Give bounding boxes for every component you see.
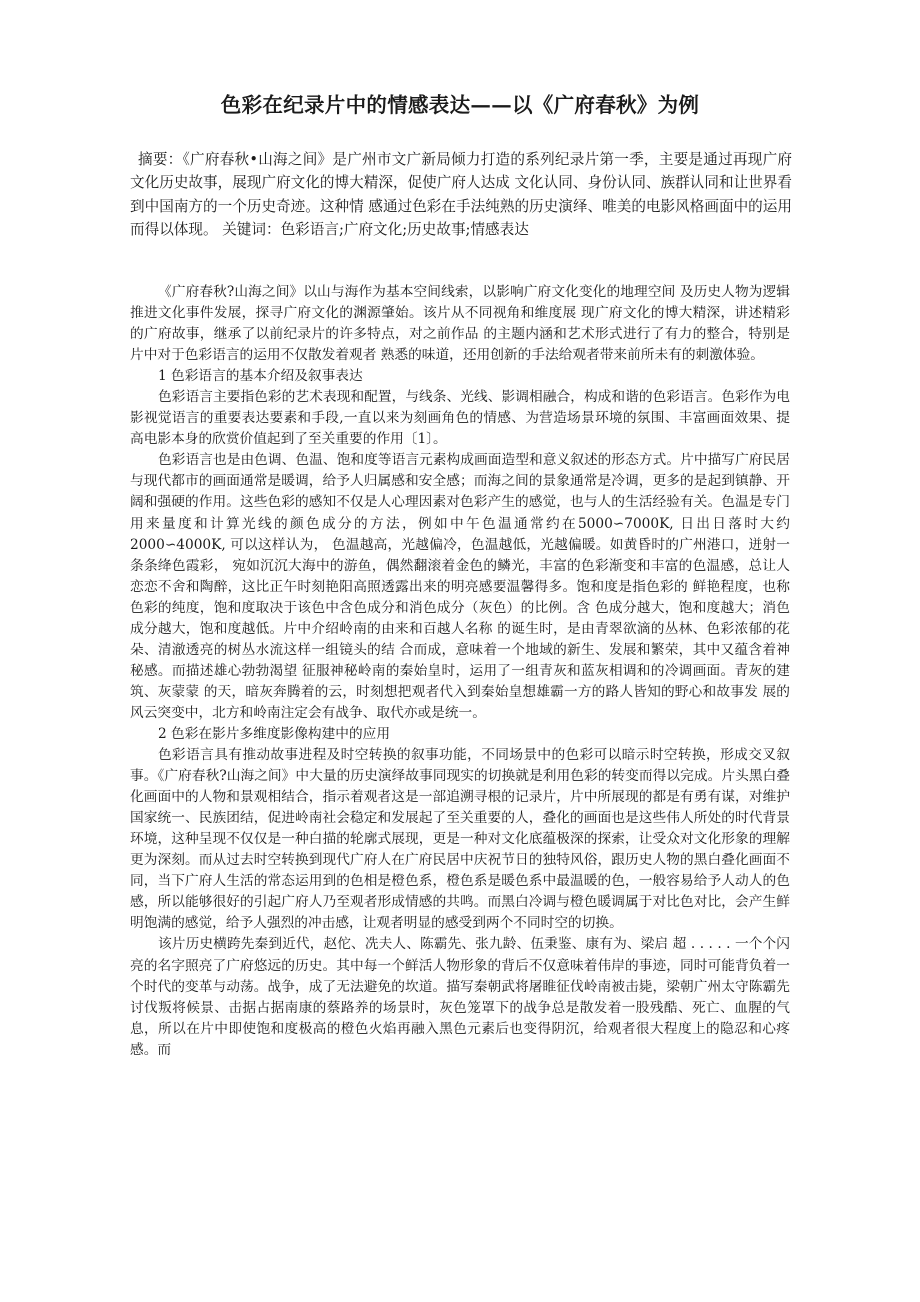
section-heading: 2 色彩在影片多维度影像构建中的应用 — [158, 725, 391, 742]
section-heading: 1 色彩语言的基本介绍及叙事表达 — [158, 368, 363, 385]
paragraph: 色彩语言也是由色调、色温、饱和度等语言元素构成画面造型和意义叙述的形态方式。片中描写广府民居与现代都市的画面通常是暖调，给予人归属感和安全感；而海之间的景象通常是冷调，更多的是起到镇静、开阔和强硬的作用。这些色彩的感知不仅是人心理因素对色彩产生的感觉，也与人的生活经验有关。色温是专门用来量度和计算光线的颜色成分的方法，例如中午色温通常约在5000∽7000K, 日出日落时大约2000∽4000K, 可以这样认为， 色温越高，光越偏冷，色温越低，光越偏暖。如黄昏时的广州港口，迸射一条条绛色霞彩， 宛如沉沉大海中的游鱼，偶然翻滚着金色的鳞光，丰富的色彩渐变和丰富的色温感，总让人 恋恋不舍和陶醉，这比正午时刻艳阳高照透露出来的明亮感要温馨得多。饱和度是指色彩的 鲜艳程度，也称色彩的纯度，饱和度取决于该色中含色成分和消色成分（灰色）的比例。含 色成分越大，饱和度越大；消色成分越大，饱和度越低。片中介绍岭南的由来和百越人名称 的诞生时，是由青翠欲滴的丛林、色彩浓郁的花朵、清澈透亮的树丛水流这样一组镜头的结 合而成，意味着一个地域的新生、发展和繁荣，其中又蕴含着神秘感。而描述雄心勃勃渴望 征服神秘岭南的秦始皇时，运用了一组青灰和蓝灰相调和的冷调画面。青灰的建筑、灰蒙蒙 的天，暗灰奔腾着的云，时刻想把观者代入到秦始皇想雄霸一方的路人皆知的野心和故事发 展的风云突变中，北方和岭南注定会有战争、取代亦或是统一。 — [130, 452, 790, 721]
paragraph: 色彩语言主要指色彩的艺术表现和配置，与线条、光线、影调相融合，构成和谐的色彩语言。色彩作为电影视觉语言的重要表达要素和手段,一直以来为刻画角色的情感、为营造场景环境的氛围、丰富画面效果、提高电影本身的欣赏价值起到了至关重要的作用〔1〕。 — [130, 389, 790, 448]
paragraph: 《广府春秋?山海之间》以山与海作为基本空间线索，以影响广府文化变化的地理空间 及历史人物为逻辑推进文化事件发展，探寻广府文化的渊源肇始。该片从不同视角和维度展 现广府文化的博大精深，讲述精彩的广府故事，继承了以前纪录片的许多特点，对之前作品 的主题内涵和艺术形式进行了有力的整合，特别是片中对于色彩语言的运用不仅散发着观者 熟悉的味道，还用创新的手法给观者带来前所未有的刺激体验。 — [130, 284, 790, 364]
paragraph: 该片历史横跨先秦到近代，赵佗、冼夫人、陈霸先、张九龄、伍秉鉴、康有为、梁启 超 . . . . . 一个个闪亮的名字照亮了广府悠远的历史。其中每一个鲜活人物形象的背后不仅意味着伟岸的事迹，同时可能背负着一个时代的变革与动荡。战争，成了无法避免的坎道。描写秦朝武将屠睢征伐岭南被击毙，梁朝广州太守陈霸先讨伐叛将候景、击据占据南康的蔡路养的场景时，灰色笼罩下的战争总是散发着一股残酷、死亡、血腥的气息，所以在片中即使饱和度极高的橙色火焰再融入黑色元素后也变得阴沉，给观者很大程度上的隐忍和心疼感。而 — [130, 936, 790, 1058]
document-title: 色彩在纪录片中的情感表达——以《广府春秋》为例 — [220, 93, 700, 117]
body-text — [130, 282, 790, 1061]
paragraph: 色彩语言具有推动故事进程及时空转换的叙事功能，不同场景中的色彩可以暗示时空转换，形成交叉叙事。《广府春秋?山海之间》中大量的历史演绎故事同现实的切换就是利用色彩的转变而得以完成。片头黑白叠化画面中的人物和景观相结合，指示着观者这是一部追溯寻根的记录片，片中所展现的都是有勇有谋，对维护国家统一、民族团结，促进岭南社会稳定和发展起了至关重要的人，叠化的画面也是这些伟人所处的时代背景环境，这种呈现不仅仅是一种白描的轮廓式展现，更是一种对文化底蕴极深的探索，让受众对文化形象的理解更为深刻。而从过去时空转换到现代广府人在广府民居中庆祝节日的独特风俗，跟历史人物的黑白叠化画面不同，当下广府人生活的常态运用到的色相是橙色系，橙色系是暖色系中最温暖的色，一般容易给予人动人的色感，所以能够很好的引起广府人乃至观者形成情感的共鸣。而黑白冷调与橙色暖调属于对比色对比，会产生鲜明饱满的感觉，给予人强烈的冲击感，让观者明显的感受到两个不同时空的切换。 — [130, 747, 790, 932]
abstract: 摘要：《广府春秋•山海之间》是广州市文广新局倾力打造的系列纪录片第一季，主要是通过再现广府文化历史故事，展现广府文化的博大精深，促使广府人达成 文化认同、身份认同、族群认同和让世界看到中国南方的一个历史奇迹。这种情 感通过色彩在手法纯熟的历史演绎、唯美的电影风格画面中的运用而得以体现。 关键词：色彩语言;广府文化;历史故事;情感表达 — [130, 151, 792, 239]
